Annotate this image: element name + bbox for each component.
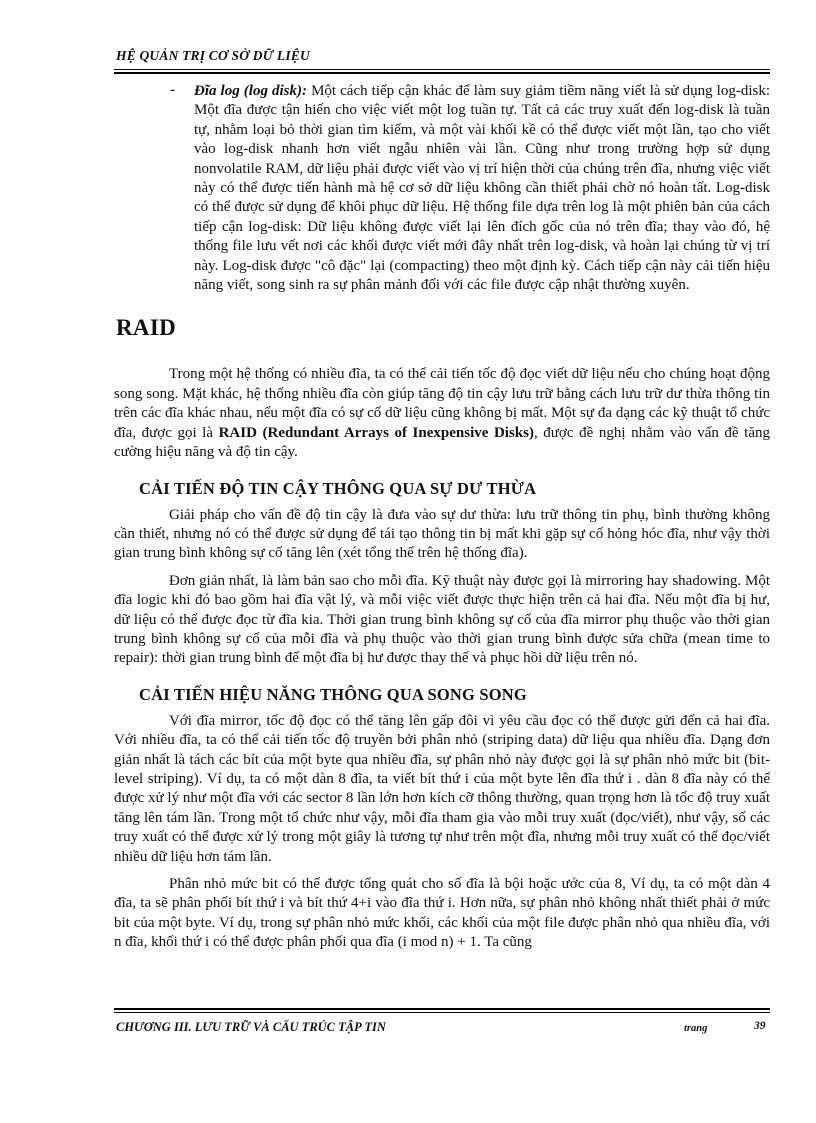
footer-rule <box>114 1012 770 1013</box>
log-disk-bullet <box>114 82 770 295</box>
footer-chapter-title: CHƯƠNG III. LƯU TRỮ VÀ CẤU TRÚC TẬP TIN <box>116 1020 386 1034</box>
footer-page-label: trang <box>684 1023 708 1034</box>
raid-heading: RAID <box>116 315 176 341</box>
reliability-heading: CẢI TIẾN ĐỘ TIN CẬY THÔNG QUA SỰ DƯ THỪA <box>139 478 537 498</box>
raid-intro-tail: , được đề nghị nhằm vào vấn đề tăng cường hiệu năng và độ tin cậy. <box>114 424 770 461</box>
reliability-paragraph-1: Giải pháp cho vấn đề độ tin cậy là đưa vào sự dư thừa: lưu trữ thông tin phụ, bình thường không cần thiết, nhưng nó có thể được sử dụng để tái tạo thông tin bị mất khi gặp sự cố hỏng hóc đĩa, như vậy thời gian trung bình không sự cố tăng lên (xét tổng thể trên hệ thống đĩa). <box>114 506 770 562</box>
header-rule <box>114 69 770 70</box>
running-header: HỆ QUẢN TRỊ CƠ SỞ DỮ LIỆU <box>116 48 310 63</box>
reliability-paragraph-2: Đơn giản nhất, là làm bản sao cho mỗi đĩa. Kỹ thuật này được gọi là mirroring hay shadowing. Một đĩa logic khi đó bao gồm hai đĩa vật lý, và mỗi việc viết được thực hiện trên cả hai đĩa. Nếu một đĩa bị hư, dữ liệu có thể được đọc từ đĩa kia. Thời gian trung bình không sự cố của đĩa mirror phụ thuộc vào thời gian trung bình không sự cố của mỗi đĩa và phụ thuộc vào thời gian trung bình được sửa chữa (mean time to repair): thời gian trung bình để một đĩa bị hư được thay thế và phục hồi dữ liệu trên nó. <box>114 572 770 667</box>
log-disk-term: Đĩa log (log disk): <box>194 83 308 99</box>
performance-paragraph-1: Với đĩa mirror, tốc độ đọc có thể tăng lên gấp đôi vì yêu cầu đọc có thể được gửi đến cả hai đĩa. Với nhiều đĩa, ta có thể cải tiến tốc độ truyền bởi phân nhỏ (striping data) dữ liệu qua nhiều đĩa. Dạng đơn giản nhất là tách các bít của một byte qua nhiều đĩa, sự phân nhỏ này được gọi là sự phân nhỏ mức bit (bit-level striping). Ví dụ, ta có một dàn 8 đĩa, ta viết bít thứ i của một byte lên đĩa thứ i . dàn 8 đĩa này có thể được xử lý như một đĩa với các sector 8 lần lớn hơn kích cỡ thông thường, quan trọng hơn là tốc độ truy xuất tăng lên tám lần. Trong một tổ chức như vậy, mỗi đĩa tham gia vào mỗi truy xuất (đọc/viết), như vậy, số các truy xuất có thể được xử lý trong một giây là tương tự như trên một đĩa, nhưng mỗi truy xuất có thể đọc/viết nhiều dữ liệu hơn tám lần. <box>114 712 770 865</box>
performance-paragraph-2: Phân nhỏ mức bit có thể được tổng quát cho số đĩa là bội hoặc ước của 8, Ví dụ, ta có một dàn 4 đĩa, ta sẽ phân phối bít thứ i và bít thứ 4+i vào đĩa thứ i. Hơn nữa, sự phân nhỏ không nhất thiết phải ở mức bit của một byte. Ví dụ, trong sự phân nhỏ mức khối, các khối của một file được phân nhỏ qua nhiều đĩa, với n đĩa, khối thứ i có thể được phân phối qua đĩa (i mod n) + 1. Ta cũng <box>114 876 770 951</box>
footer-page-number: 39 <box>754 1020 766 1032</box>
bullet-dash: - <box>170 82 175 98</box>
raid-definition: RAID (Redundant Arrays of Inexpensive Disks) <box>218 424 534 441</box>
raid-intro-text: Trong một hệ thống có nhiều đĩa, ta có thể cải tiến tốc độ đọc viết dữ liệu nếu cho chúng hoạt động song song. Mặt khác, hệ thống nhiều đĩa còn giúp tăng độ tin cậy lưu trữ bằng cách lưu trữ dư thừa thông tin trên các đĩa khác nhau, nếu một đĩa có sự cố dữ liệu cũng không bị mất. Một sự đa dạng các kỹ thuật tổ chức đĩa, được gọi là <box>114 366 770 441</box>
footer-rule-thick <box>114 1008 770 1010</box>
header-rule-thick <box>114 72 770 74</box>
performance-heading: CẢI TIẾN HIỆU NĂNG THÔNG QUA SONG SONG <box>139 684 527 704</box>
raid-intro-paragraph <box>114 365 770 462</box>
log-disk-paragraph <box>194 82 770 295</box>
page-content <box>114 78 770 953</box>
log-disk-text: Một cách tiếp cận khác để làm suy giảm tiềm năng viết là sử dụng log-disk: Một đĩa được tận hiến cho việc viết một log tuần tự. Tất cả các truy xuất đến log-disk là tuần tự, nhằm loại bỏ thời gian tìm kiếm, và một vài khối kề có thể được viết một lần, tạo cho viết vào log-disk nhanh hơn viết ngẫu nhiên vài lần. Cũng như trong trường hợp sử dụng nonvolatile RAM, dữ liệu phải được viết vào vị trí hiện thời của chúng trên đĩa, nhưng việc viết này có thể được tiến hành mà hệ cơ sở dữ liệu không cần thiết phải chờ nó hoàn tất. Log-disk có thể được sử dụng để khôi phục dữ liệu. Hệ thống file dựa trên log là một phiên bản của cách tiếp cận log-disk: Dữ liệu không được viết lại lên đích gốc của nó trên đĩa; thay vào đó, hệ thống file lưu vết nơi các khối được viết mới đây nhất trên log-disk, và hoàn lại chúng từ vị trí này. Log-disk được "cô đặc" lại (compacting) theo một định kỳ. Cách tiếp cận này cải tiến hiệu năng viết, song sinh ra sự phân mảnh đối với các file được cập nhật thường xuyên. <box>194 83 770 294</box>
